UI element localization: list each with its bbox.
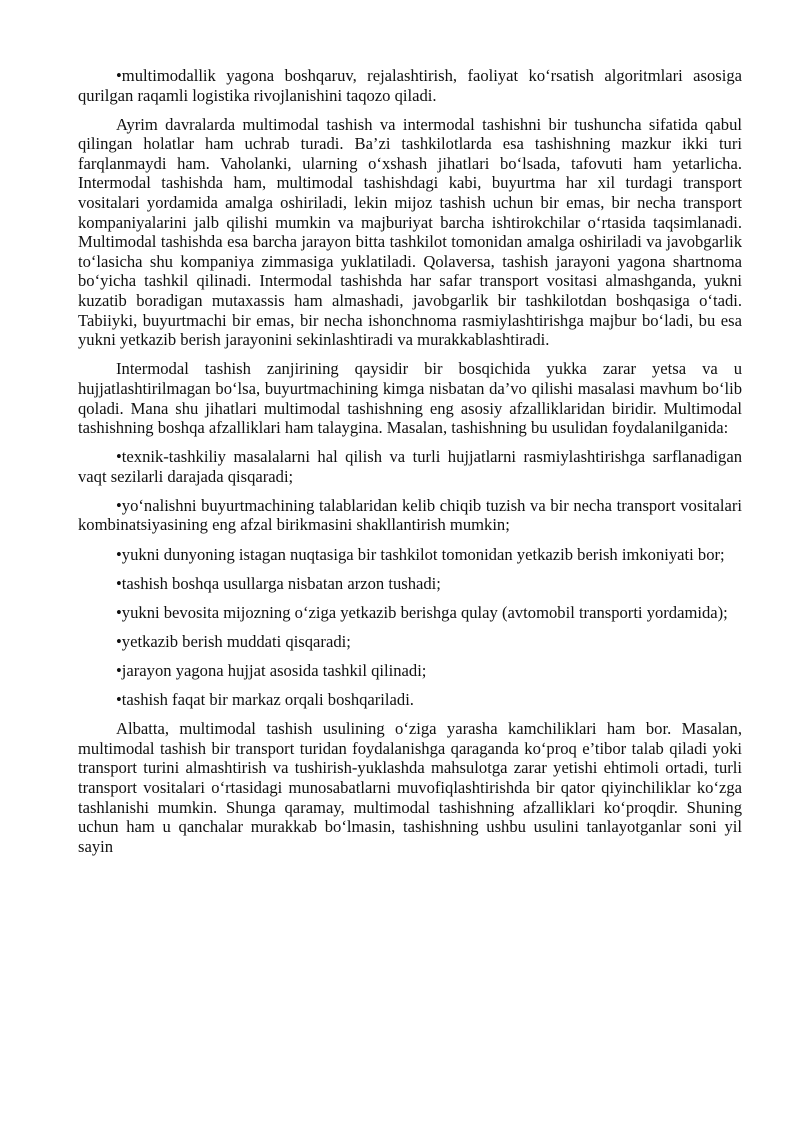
bullet-paragraph: •tashish faqat bir markaz orqali boshqariladi. <box>116 690 414 710</box>
body-paragraph: Ayrim davralarda multimodal tashish va intermodal tashishni bir tushuncha sifatida qabul qilingan holatlar ham uchrab turadi. Ba’zi tashkilotlarda esa tashishning mazkur ikki turi farqlanmaydi ham. Vaholanki, ularning o‘xshash jihatlari bo‘lsada, tafovuti ham yetarlicha. Intermodal tashishda ham, multimodal tashishdagi kabi, buyurtma har xil turdagi transport vositalari yordamida amalga oshiriladi, lekin mijoz tashish uchun bir emas, bir necha transport kompaniyalarini jalb qilishi mumkin va majburiyat barcha ishtirokchilar o‘rtasida taqsimlanadi. Multimodal tashishda esa barcha jarayon bitta tashkilot tomonidan amalga oshiriladi va javobgarlik to‘lasicha shu kompaniya zimmasiga yuklatiladi. Qolaversa, tashish jarayoni yagona shartnoma bo‘yicha tashkil qilinadi. Intermodal tashishda har safar transport vositasi almashganda, yukni kuzatib boradigan mutaxassis ham almashadi, javobgarlik bir tashkilotdan boshqasiga o‘tadi. Tabiiyki, buyurtmachi bir emas, bir necha ishonchnoma rasmiylashtirishga majbur bo‘ladi, bu esa yukni yetkazib berish jarayonini sekinlashtiradi va murakkablashtiradi. <box>78 114 742 350</box>
bullet-paragraph: •yukni dunyoning istagan nuqtasiga bir tashkilot tomonidan yetkazib berish imkoniyati bor; <box>116 544 725 564</box>
bullet-paragraph: •jarayon yagona hujjat asosida tashkil qilinadi; <box>116 660 427 680</box>
body-paragraph: Intermodal tashish zanjirining qaysidir bir bosqichida yukka zarar yetsa va u hujjatlashtirilmagan bo‘lsa, buyurtmachining kimga nisbatan da’vo qilishi masalasi mavhum bo‘lib qoladi. Mana shu jihatlari multimodal tashishning eng asosiy afzalliklaridan biridir. Multimodal tashishning boshqa afzalliklari ham talaygina. Masalan, tashishning bu usulidan foydalanilganida: <box>78 359 742 438</box>
bullet-paragraph: •yukni bevosita mijozning o‘ziga yetkazib berishga qulay (avtomobil transporti yordamida); <box>116 602 728 622</box>
bullet-paragraph: •multimodallik yagona boshqaruv, rejalashtirish, faoliyat ko‘rsatish algoritmlari asosiga qurilgan raqamli logistika rivojlanishini taqozo qiladi. <box>78 66 742 105</box>
bullet-paragraph: •tashish boshqa usullarga nisbatan arzon tushadi; <box>116 573 441 593</box>
bullet-paragraph: •yetkazib berish muddati qisqaradi; <box>116 631 351 651</box>
body-paragraph: Albatta, multimodal tashish usulining o‘ziga yarasha kamchiliklari ham bor. Masalan, multimodal tashish bir transport turidan foydalanishga qaraganda ko‘proq e’tibor talab qiladi yoki transport turini almashtirish va tushirish-yuklashda mahsulotga zarar yetishi ehtimoli ortadi, turli transport vositalari o‘rtasidagi munosabatlarni muvofiqlashtirishda bir qator qiyinchiliklar ko‘zga tashlanishi mumkin. Shunga qaramay, multimodal tashishning afzalliklari ko‘proqdir. Shuning uchun ham u qanchalar murakkab bo‘lmasin, tashishning ushbu usulini tanlayotganlar soni yil sayin <box>78 719 742 856</box>
bullet-paragraph: •yo‘nalishni buyurtmachining talablaridan kelib chiqib tuzish va bir necha transport vositalari kombinatsiyasining eng afzal birikmasini shakllantirish mumkin; <box>78 495 742 535</box>
document-page <box>78 66 742 866</box>
bullet-paragraph: •texnik-tashkiliy masalalarni hal qilish va turli hujjatlarni rasmiylashtirishga sarflanadigan vaqt sezilarli darajada qisqaradi; <box>78 447 742 486</box>
